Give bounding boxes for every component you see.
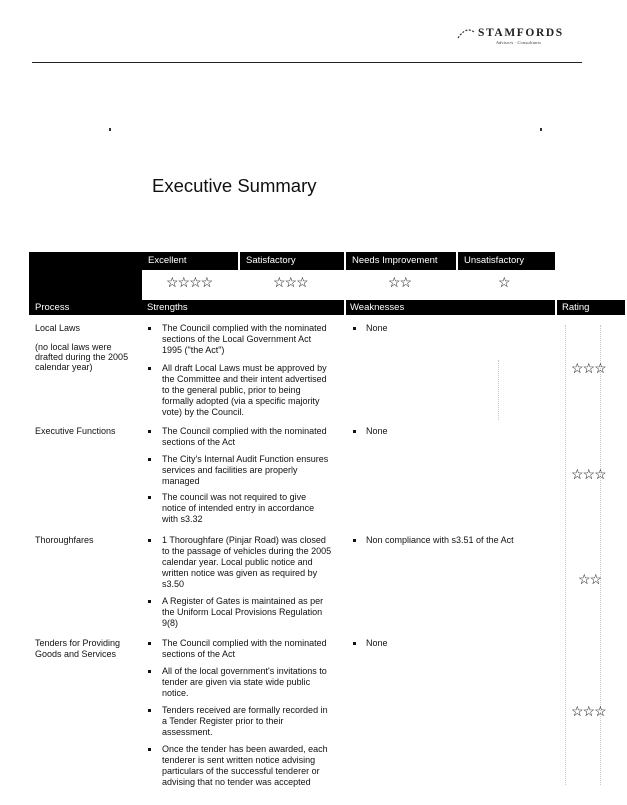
strength-line: vote) by the Council.: [162, 407, 245, 417]
bullet-icon: [148, 430, 151, 433]
process-thoroughfares: Thoroughfares: [35, 535, 94, 545]
strength-line: sections of the Act: [162, 437, 236, 447]
page-title: Executive Summary: [152, 175, 317, 196]
bullet-icon: [353, 539, 356, 542]
strength-line: Once the tender has been awarded, each: [162, 744, 328, 754]
row-rating-stars: ☆☆☆: [571, 703, 606, 719]
bullet-icon: [148, 748, 151, 751]
strength-line: the Uniform Local Provisions Regulation: [162, 607, 323, 617]
column-header-rating: Rating: [562, 302, 590, 313]
strength-line: All draft Local Laws must be approved by: [162, 363, 327, 373]
strength-line: The City's Internal Audit Function ensures: [162, 454, 329, 464]
strength-line: a Tender Register prior to their: [162, 716, 284, 726]
column-header-process: Process: [35, 302, 70, 313]
process-note-line: (no local laws were: [35, 342, 112, 352]
bullet-icon: [353, 430, 356, 433]
weakness-line: None: [366, 323, 388, 333]
legend-excellent: Excellent: [142, 252, 238, 270]
strength-line: to the general public, prior to being: [162, 385, 301, 395]
strength-line: formally adopted (via a specific majority: [162, 396, 320, 406]
strength-line: particulars of the successful tenderer or: [162, 766, 320, 776]
brand-name: STAMFORDS: [478, 27, 564, 39]
strength-line: 9(8): [162, 618, 179, 628]
strength-line: assessment.: [162, 727, 213, 737]
legend-unsatisfactory: Unsatisfactory: [458, 252, 555, 270]
process-note-line: calendar year): [35, 362, 93, 372]
scan-speck: [109, 128, 111, 131]
bullet-icon: [148, 458, 151, 461]
bullet-icon: [353, 327, 356, 330]
strength-line: The Council complied with the nominated: [162, 426, 327, 436]
process-executive-functions: Executive Functions: [35, 426, 116, 436]
legend-excellent-stars: ☆☆☆☆: [166, 274, 213, 290]
row-rating-stars: ☆☆☆: [571, 360, 606, 376]
strength-line: with s3.32: [162, 514, 203, 524]
strength-line: The Council complied with the nominated: [162, 323, 327, 333]
strength-line: tender are given via state wide public: [162, 677, 311, 687]
header-rule: [32, 62, 582, 63]
bullet-icon: [148, 709, 151, 712]
weakness-line: Non compliance with s3.51 of the Act: [366, 535, 514, 545]
bullet-icon: [148, 496, 151, 499]
strength-line: tenderer is sent written notice advising: [162, 755, 316, 765]
row-rating-stars: ☆☆: [578, 571, 602, 587]
process-note-line: drafted during the 2005: [35, 352, 129, 362]
scan-speck: [540, 128, 542, 131]
weakness-line: None: [366, 426, 388, 436]
strength-line: calendar year. Local public notice and: [162, 557, 313, 567]
strength-line: The Council complied with the nominated: [162, 638, 327, 648]
bullet-icon: [353, 642, 356, 645]
strength-line: sections of the Act: [162, 649, 236, 659]
strength-line: to the passage of vehicles during the 2005: [162, 546, 332, 556]
row-rating-stars: ☆☆☆: [571, 466, 606, 482]
strength-line: managed: [162, 476, 200, 486]
bullet-icon: [148, 539, 151, 542]
strength-line: Tenders received are formally recorded in: [162, 705, 328, 715]
strength-line: All of the local government's invitations to: [162, 666, 327, 676]
stamfords-logo: [456, 24, 596, 48]
strength-line: 1995 ("the Act"): [162, 345, 225, 355]
brand-tagline: Advisors · Consultants: [496, 40, 542, 45]
legend-unsatisfactory-stars: ☆: [498, 274, 510, 290]
bullet-icon: [148, 642, 151, 645]
bullet-icon: [148, 327, 151, 330]
legend-needs-improvement-stars: ☆☆: [388, 274, 412, 290]
strength-line: the Committee and their intent advertised: [162, 374, 327, 384]
legend-satisfactory: Satisfactory: [240, 252, 344, 270]
bullet-icon: [148, 367, 151, 370]
strength-line: notice of intended entry in accordance: [162, 503, 315, 513]
column-header-weaknesses: Weaknesses: [350, 302, 405, 313]
weakness-line: None: [366, 638, 388, 648]
legend-satisfactory-stars: ☆☆☆: [273, 274, 308, 290]
process-local-laws: Local Laws: [35, 323, 81, 333]
strength-line: advising that no tender was accepted: [162, 777, 311, 787]
scan-dots: [498, 360, 499, 420]
scan-dots: [565, 325, 566, 785]
strength-line: 1 Thoroughfare (Pinjar Road) was closed: [162, 535, 326, 545]
strength-line: notice.: [162, 688, 189, 698]
column-header-strengths: Strengths: [147, 302, 188, 313]
strength-line: written notice was given as required by: [162, 568, 318, 578]
strength-line: sections of the Local Government Act: [162, 334, 312, 344]
process-tenders-line2: Goods and Services: [35, 649, 117, 659]
bullet-icon: [148, 600, 151, 603]
bullet-icon: [148, 670, 151, 673]
legend-needs-improvement: Needs Improvement: [346, 252, 456, 270]
strength-line: The council was not required to give: [162, 492, 307, 502]
process-tenders: Tenders for Providing: [35, 638, 121, 648]
strength-line: A Register of Gates is maintained as per: [162, 596, 324, 606]
logo-arc-icon: [456, 26, 476, 40]
strength-line: services and facilities are properly: [162, 465, 298, 475]
strength-line: s3.50: [162, 579, 185, 589]
